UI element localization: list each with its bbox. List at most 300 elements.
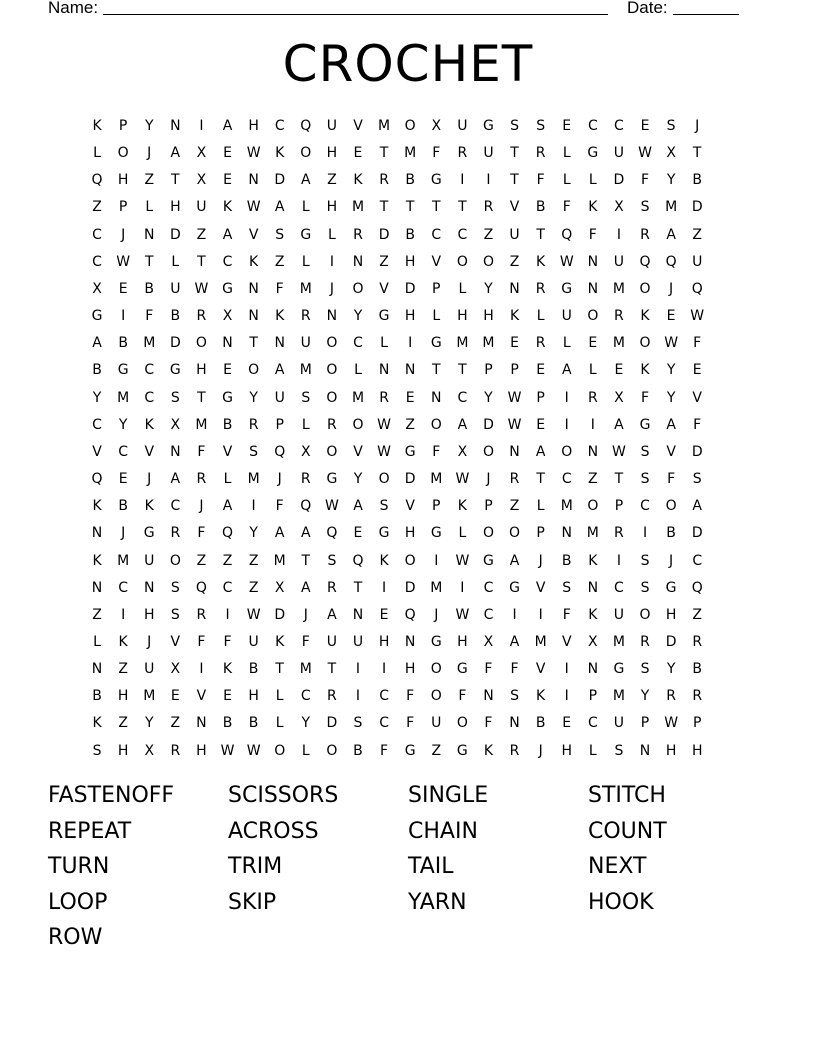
grid-letter[interactable]: O bbox=[482, 443, 494, 460]
grid-letter[interactable]: M bbox=[430, 579, 443, 596]
grid-letter[interactable]: E bbox=[562, 118, 572, 134]
grid-letter[interactable]: R bbox=[248, 416, 259, 433]
grid-letter[interactable]: T bbox=[379, 145, 389, 162]
grid-letter[interactable]: J bbox=[538, 552, 543, 569]
grid-letter[interactable]: X bbox=[457, 443, 468, 460]
grid-letter[interactable]: X bbox=[274, 579, 285, 596]
grid-letter[interactable]: V bbox=[509, 199, 520, 216]
grid-letter[interactable]: T bbox=[144, 253, 154, 270]
grid-letter[interactable]: B bbox=[222, 416, 233, 433]
grid-letter[interactable]: I bbox=[408, 335, 413, 352]
grid-letter[interactable]: N bbox=[587, 253, 599, 270]
grid-letter[interactable]: U bbox=[613, 606, 625, 623]
grid-letter[interactable]: O bbox=[430, 661, 442, 678]
grid-letter[interactable]: I bbox=[538, 606, 543, 623]
grid-letter[interactable]: W bbox=[377, 416, 391, 433]
grid-letter[interactable]: I bbox=[225, 606, 230, 623]
grid-letter[interactable]: B bbox=[248, 715, 259, 732]
grid-letter[interactable]: G bbox=[561, 280, 573, 297]
grid-letter[interactable]: C bbox=[274, 118, 285, 134]
grid-letter[interactable]: M bbox=[143, 335, 156, 352]
grid-letter[interactable]: K bbox=[275, 308, 285, 325]
grid-letter[interactable]: Q bbox=[195, 579, 207, 596]
grid-letter[interactable]: W bbox=[664, 715, 679, 732]
grid-letter[interactable]: Y bbox=[666, 389, 676, 406]
grid-letter[interactable]: T bbox=[458, 362, 467, 379]
grid-letter[interactable]: F bbox=[432, 145, 441, 162]
grid-letter[interactable]: D bbox=[274, 606, 286, 623]
grid-letter[interactable]: G bbox=[613, 661, 625, 678]
grid-letter[interactable]: Z bbox=[588, 471, 598, 488]
grid-letter[interactable]: V bbox=[222, 443, 233, 460]
grid-letter[interactable]: D bbox=[169, 335, 181, 352]
grid-letter[interactable]: M bbox=[195, 416, 208, 433]
grid-letter[interactable]: J bbox=[147, 145, 152, 162]
grid-letter[interactable]: R bbox=[300, 471, 311, 488]
grid-letter[interactable]: R bbox=[640, 633, 650, 650]
grid-letter[interactable]: K bbox=[457, 498, 467, 515]
grid-letter[interactable]: L bbox=[562, 145, 571, 162]
grid-letter[interactable]: D bbox=[404, 280, 416, 297]
grid-letter[interactable]: K bbox=[118, 633, 128, 650]
grid-letter[interactable]: L bbox=[380, 335, 388, 352]
grid-letter[interactable]: J bbox=[303, 606, 308, 623]
grid-letter[interactable]: N bbox=[509, 443, 520, 460]
grid-letter[interactable]: O bbox=[587, 308, 599, 325]
grid-letter[interactable]: Q bbox=[691, 280, 703, 297]
grid-letter[interactable]: Y bbox=[666, 172, 676, 189]
grid-letter[interactable]: O bbox=[404, 118, 416, 134]
grid-letter[interactable]: X bbox=[170, 661, 181, 678]
grid-letter[interactable]: M bbox=[404, 145, 417, 162]
grid-letter[interactable]: L bbox=[588, 742, 597, 759]
grid-letter[interactable]: M bbox=[117, 389, 130, 406]
grid-letter[interactable]: U bbox=[352, 633, 364, 650]
grid-letter[interactable]: Z bbox=[509, 253, 520, 270]
grid-letter[interactable]: C bbox=[353, 335, 363, 352]
grid-letter[interactable]: E bbox=[666, 308, 676, 325]
grid-letter[interactable]: I bbox=[199, 661, 204, 678]
grid-letter[interactable]: D bbox=[274, 172, 286, 189]
grid-letter[interactable]: K bbox=[222, 661, 233, 678]
grid-letter[interactable]: N bbox=[248, 172, 259, 189]
grid-letter[interactable]: R bbox=[170, 525, 181, 542]
grid-letter[interactable]: O bbox=[274, 742, 286, 759]
grid-letter[interactable]: H bbox=[196, 742, 207, 759]
grid-letter[interactable]: Y bbox=[666, 661, 676, 678]
grid-letter[interactable]: G bbox=[222, 280, 233, 297]
grid-letter[interactable]: I bbox=[616, 226, 621, 243]
grid-letter[interactable]: D bbox=[691, 525, 703, 542]
grid-letter[interactable]: O bbox=[326, 335, 338, 352]
grid-letter[interactable]: Q bbox=[352, 552, 364, 569]
grid-letter[interactable]: N bbox=[404, 633, 416, 650]
grid-letter[interactable]: Q bbox=[91, 172, 103, 189]
grid-letter[interactable]: Y bbox=[249, 389, 258, 406]
grid-letter[interactable]: U bbox=[613, 715, 625, 732]
grid-letter[interactable]: L bbox=[432, 308, 441, 325]
grid-letter[interactable]: Z bbox=[196, 226, 207, 243]
grid-letter[interactable]: R bbox=[196, 606, 207, 623]
grid-letter[interactable]: R bbox=[196, 471, 207, 488]
grid-letter[interactable]: Z bbox=[92, 606, 102, 623]
grid-letter[interactable]: D bbox=[665, 633, 677, 650]
grid-letter[interactable]: W bbox=[664, 335, 679, 352]
grid-letter[interactable]: J bbox=[147, 633, 152, 650]
grid-letter[interactable]: X bbox=[614, 389, 624, 406]
grid-letter[interactable]: Z bbox=[509, 498, 520, 515]
grid-letter[interactable]: C bbox=[144, 389, 155, 406]
grid-letter[interactable]: E bbox=[353, 525, 363, 542]
grid-letter[interactable]: H bbox=[404, 308, 416, 325]
grid-letter[interactable]: B bbox=[692, 661, 702, 678]
grid-letter[interactable]: Z bbox=[431, 742, 442, 759]
grid-letter[interactable]: W bbox=[246, 145, 261, 162]
grid-letter[interactable]: W bbox=[246, 742, 261, 759]
grid-letter[interactable]: M bbox=[299, 362, 312, 379]
grid-letter[interactable]: A bbox=[170, 471, 181, 488]
grid-letter[interactable]: A bbox=[535, 443, 546, 460]
grid-letter[interactable]: J bbox=[199, 498, 204, 515]
grid-letter[interactable]: D bbox=[326, 715, 338, 732]
grid-letter[interactable]: C bbox=[300, 688, 311, 705]
grid-letter[interactable]: S bbox=[249, 443, 259, 460]
grid-letter[interactable]: C bbox=[561, 471, 572, 488]
grid-letter[interactable]: S bbox=[640, 199, 650, 216]
grid-letter[interactable]: X bbox=[196, 145, 207, 162]
grid-letter[interactable]: L bbox=[458, 525, 467, 542]
grid-letter[interactable]: Z bbox=[379, 253, 389, 270]
grid-letter[interactable]: K bbox=[144, 416, 154, 433]
grid-letter[interactable]: E bbox=[223, 145, 232, 162]
grid-letter[interactable]: A bbox=[457, 416, 468, 433]
grid-letter[interactable]: C bbox=[614, 579, 624, 596]
grid-letter[interactable]: V bbox=[405, 498, 415, 515]
grid-letter[interactable]: C bbox=[118, 443, 129, 460]
grid-letter[interactable]: K bbox=[275, 145, 285, 162]
grid-letter[interactable]: P bbox=[118, 199, 128, 216]
grid-letter[interactable]: L bbox=[536, 308, 545, 325]
grid-letter[interactable]: O bbox=[456, 253, 468, 270]
grid-letter[interactable]: I bbox=[382, 579, 387, 596]
grid-letter[interactable]: R bbox=[587, 389, 598, 406]
grid-letter[interactable]: B bbox=[144, 280, 155, 297]
grid-letter[interactable]: Z bbox=[692, 226, 702, 243]
grid-letter[interactable]: V bbox=[353, 443, 363, 460]
grid-letter[interactable]: B bbox=[692, 172, 702, 189]
grid-letter[interactable]: O bbox=[326, 362, 338, 379]
grid-letter[interactable]: R bbox=[614, 525, 624, 542]
grid-letter[interactable]: K bbox=[222, 199, 233, 216]
grid-letter[interactable]: S bbox=[379, 498, 389, 515]
grid-letter[interactable]: E bbox=[562, 715, 572, 732]
grid-letter[interactable]: H bbox=[691, 742, 703, 759]
grid-letter[interactable]: B bbox=[92, 688, 102, 705]
grid-letter[interactable]: S bbox=[510, 688, 519, 705]
grid-letter[interactable]: O bbox=[456, 715, 468, 732]
grid-letter[interactable]: N bbox=[483, 688, 494, 705]
grid-letter[interactable]: O bbox=[561, 443, 573, 460]
grid-letter[interactable]: G bbox=[430, 525, 442, 542]
grid-letter[interactable]: P bbox=[640, 715, 650, 732]
grid-letter[interactable]: F bbox=[223, 633, 232, 650]
grid-letter[interactable]: J bbox=[121, 525, 126, 542]
grid-letter[interactable]: Y bbox=[144, 715, 154, 732]
grid-letter[interactable]: R bbox=[300, 308, 311, 325]
grid-letter[interactable]: B bbox=[535, 715, 546, 732]
grid-letter[interactable]: P bbox=[692, 715, 702, 732]
grid-letter[interactable]: V bbox=[144, 443, 155, 460]
grid-letter[interactable]: M bbox=[143, 688, 156, 705]
grid-letter[interactable]: U bbox=[561, 308, 572, 325]
grid-letter[interactable]: K bbox=[509, 308, 520, 325]
grid-letter[interactable]: R bbox=[457, 145, 468, 162]
grid-letter[interactable]: N bbox=[352, 253, 364, 270]
grid-letter[interactable]: G bbox=[430, 335, 442, 352]
grid-letter[interactable]: B bbox=[92, 362, 102, 379]
grid-letter[interactable]: E bbox=[692, 362, 702, 379]
grid-letter[interactable]: T bbox=[379, 199, 389, 216]
grid-letter[interactable]: C bbox=[379, 688, 389, 705]
grid-letter[interactable]: K bbox=[275, 633, 285, 650]
grid-letter[interactable]: N bbox=[91, 579, 103, 596]
grid-letter[interactable]: P bbox=[432, 280, 441, 297]
grid-letter[interactable]: A bbox=[274, 525, 285, 542]
grid-letter[interactable]: H bbox=[326, 199, 338, 216]
grid-letter[interactable]: M bbox=[612, 633, 625, 650]
grid-letter[interactable]: S bbox=[510, 118, 519, 134]
grid-letter[interactable]: L bbox=[275, 715, 284, 732]
grid-letter[interactable]: E bbox=[379, 606, 389, 623]
grid-letter[interactable]: C bbox=[379, 715, 389, 732]
grid-letter[interactable]: P bbox=[588, 688, 598, 705]
grid-letter[interactable]: F bbox=[380, 742, 389, 759]
grid-letter[interactable]: R bbox=[379, 389, 389, 406]
grid-letter[interactable]: N bbox=[222, 335, 233, 352]
grid-letter[interactable]: J bbox=[277, 471, 282, 488]
grid-letter[interactable]: H bbox=[404, 525, 416, 542]
grid-letter[interactable]: A bbox=[561, 362, 572, 379]
grid-letter[interactable]: V bbox=[692, 389, 702, 406]
grid-letter[interactable]: J bbox=[669, 280, 674, 297]
grid-letter[interactable]: N bbox=[248, 280, 259, 297]
grid-letter[interactable]: N bbox=[248, 308, 259, 325]
grid-letter[interactable]: S bbox=[170, 579, 180, 596]
grid-letter[interactable]: Q bbox=[639, 253, 651, 270]
grid-letter[interactable]: X bbox=[431, 118, 442, 134]
grid-letter[interactable]: R bbox=[509, 471, 520, 488]
grid-letter[interactable]: B bbox=[222, 715, 233, 732]
grid-letter[interactable]: K bbox=[92, 118, 102, 134]
grid-letter[interactable]: B bbox=[170, 308, 181, 325]
grid-letter[interactable]: A bbox=[222, 118, 233, 134]
grid-letter[interactable]: B bbox=[353, 742, 363, 759]
grid-letter[interactable]: Y bbox=[640, 688, 650, 705]
grid-letter[interactable]: R bbox=[327, 688, 337, 705]
grid-letter[interactable]: R bbox=[483, 199, 494, 216]
grid-letter[interactable]: S bbox=[640, 443, 650, 460]
grid-letter[interactable]: J bbox=[434, 606, 439, 623]
grid-letter[interactable]: A bbox=[301, 172, 311, 189]
grid-letter[interactable]: F bbox=[588, 226, 597, 243]
grid-letter[interactable]: N bbox=[639, 742, 651, 759]
grid-letter[interactable]: Z bbox=[118, 715, 128, 732]
grid-letter[interactable]: Z bbox=[274, 253, 285, 270]
grid-letter[interactable]: O bbox=[352, 416, 364, 433]
grid-letter[interactable]: O bbox=[509, 525, 521, 542]
grid-letter[interactable]: Q bbox=[691, 579, 703, 596]
grid-letter[interactable]: N bbox=[431, 389, 442, 406]
grid-letter[interactable]: H bbox=[143, 606, 155, 623]
grid-letter[interactable]: Q bbox=[91, 471, 103, 488]
grid-letter[interactable]: C bbox=[170, 498, 181, 515]
grid-letter[interactable]: O bbox=[639, 280, 651, 297]
grid-letter[interactable]: W bbox=[220, 742, 235, 759]
grid-letter[interactable]: C bbox=[483, 579, 494, 596]
grid-letter[interactable]: Q bbox=[300, 498, 312, 515]
grid-letter[interactable]: A bbox=[509, 633, 520, 650]
grid-letter[interactable]: M bbox=[430, 471, 443, 488]
grid-letter[interactable]: O bbox=[326, 443, 338, 460]
grid-letter[interactable]: W bbox=[194, 280, 209, 297]
grid-letter[interactable]: H bbox=[665, 606, 677, 623]
grid-letter[interactable]: H bbox=[483, 308, 494, 325]
grid-letter[interactable]: E bbox=[640, 118, 650, 134]
grid-letter[interactable]: U bbox=[613, 253, 625, 270]
grid-letter[interactable]: C bbox=[431, 226, 442, 243]
grid-letter[interactable]: M bbox=[117, 552, 130, 569]
grid-letter[interactable]: E bbox=[405, 389, 415, 406]
grid-letter[interactable]: W bbox=[638, 145, 652, 162]
grid-letter[interactable]: S bbox=[275, 226, 285, 243]
grid-letter[interactable]: J bbox=[538, 742, 543, 759]
name-blank-line[interactable] bbox=[103, 14, 608, 15]
grid-letter[interactable]: I bbox=[355, 661, 361, 678]
grid-letter[interactable]: O bbox=[665, 498, 677, 515]
grid-letter[interactable]: H bbox=[404, 661, 416, 678]
grid-letter[interactable]: L bbox=[588, 362, 597, 379]
grid-letter[interactable]: C bbox=[457, 226, 468, 243]
grid-letter[interactable]: M bbox=[273, 552, 286, 569]
grid-letter[interactable]: X bbox=[170, 416, 181, 433]
grid-letter[interactable]: L bbox=[301, 253, 310, 270]
grid-letter[interactable]: F bbox=[197, 525, 206, 542]
grid-letter[interactable]: D bbox=[483, 416, 494, 433]
grid-letter[interactable]: X bbox=[144, 742, 155, 759]
grid-letter[interactable]: B bbox=[248, 661, 259, 678]
grid-letter[interactable]: M bbox=[378, 118, 391, 134]
grid-letter[interactable]: G bbox=[117, 362, 129, 379]
grid-letter[interactable]: K bbox=[588, 199, 598, 216]
grid-letter[interactable]: O bbox=[326, 389, 338, 406]
grid-letter[interactable]: L bbox=[327, 226, 336, 243]
grid-letter[interactable]: N bbox=[274, 335, 285, 352]
grid-letter[interactable]: G bbox=[326, 471, 338, 488]
grid-letter[interactable]: H bbox=[665, 742, 677, 759]
grid-letter[interactable]: C bbox=[587, 715, 598, 732]
grid-letter[interactable]: M bbox=[482, 335, 495, 352]
grid-letter[interactable]: F bbox=[484, 715, 493, 732]
grid-letter[interactable]: L bbox=[588, 172, 597, 189]
grid-letter[interactable]: F bbox=[197, 633, 206, 650]
grid-letter[interactable]: V bbox=[666, 443, 676, 460]
grid-letter[interactable]: U bbox=[300, 335, 311, 352]
grid-letter[interactable]: L bbox=[562, 172, 571, 189]
grid-letter[interactable]: R bbox=[614, 308, 624, 325]
grid-letter[interactable]: N bbox=[587, 443, 599, 460]
grid-letter[interactable]: C bbox=[118, 579, 129, 596]
grid-letter[interactable]: N bbox=[561, 525, 572, 542]
grid-letter[interactable]: Y bbox=[353, 471, 363, 488]
grid-letter[interactable]: G bbox=[587, 145, 599, 162]
grid-letter[interactable]: N bbox=[326, 308, 338, 325]
grid-letter[interactable]: W bbox=[507, 416, 522, 433]
grid-letter[interactable]: M bbox=[351, 389, 365, 406]
grid-letter[interactable]: O bbox=[587, 498, 599, 515]
grid-letter[interactable]: I bbox=[121, 606, 126, 623]
grid-letter[interactable]: G bbox=[509, 579, 520, 596]
grid-letter[interactable]: E bbox=[588, 335, 598, 352]
grid-letter[interactable]: T bbox=[431, 199, 441, 216]
grid-letter[interactable]: N bbox=[143, 226, 155, 243]
grid-letter[interactable]: E bbox=[118, 280, 128, 297]
grid-letter[interactable]: C bbox=[222, 253, 233, 270]
grid-letter[interactable]: I bbox=[564, 389, 569, 406]
grid-letter[interactable]: V bbox=[379, 280, 389, 297]
grid-letter[interactable]: C bbox=[483, 606, 494, 623]
grid-letter[interactable]: O bbox=[117, 145, 129, 162]
grid-letter[interactable]: X bbox=[196, 172, 207, 189]
grid-letter[interactable]: N bbox=[352, 606, 364, 623]
grid-letter[interactable]: S bbox=[640, 552, 650, 569]
grid-letter[interactable]: W bbox=[377, 443, 391, 460]
date-blank-line[interactable] bbox=[673, 14, 739, 15]
grid-letter[interactable]: Z bbox=[405, 416, 415, 433]
grid-letter[interactable]: A bbox=[614, 416, 624, 433]
grid-letter[interactable]: F bbox=[301, 633, 310, 650]
grid-letter[interactable]: E bbox=[536, 362, 546, 379]
grid-letter[interactable]: H bbox=[117, 172, 129, 189]
grid-letter[interactable]: A bbox=[301, 525, 311, 542]
grid-letter[interactable]: T bbox=[536, 226, 545, 243]
grid-letter[interactable]: A bbox=[170, 145, 181, 162]
grid-letter[interactable]: S bbox=[170, 389, 180, 406]
grid-letter[interactable]: G bbox=[222, 389, 233, 406]
grid-letter[interactable]: Z bbox=[483, 226, 494, 243]
grid-letter[interactable]: J bbox=[147, 471, 152, 488]
grid-letter[interactable]: M bbox=[299, 661, 312, 678]
grid-letter[interactable]: T bbox=[301, 552, 311, 569]
grid-letter[interactable]: G bbox=[483, 118, 494, 134]
grid-letter[interactable]: K bbox=[92, 552, 102, 569]
grid-letter[interactable]: Y bbox=[118, 416, 128, 433]
grid-letter[interactable]: C bbox=[614, 118, 624, 134]
grid-letter[interactable]: T bbox=[327, 661, 337, 678]
grid-letter[interactable]: I bbox=[121, 308, 126, 325]
grid-letter[interactable]: F bbox=[667, 471, 676, 488]
grid-letter[interactable]: I bbox=[590, 416, 595, 433]
grid-letter[interactable]: R bbox=[640, 226, 650, 243]
grid-letter[interactable]: Q bbox=[665, 253, 677, 270]
grid-letter[interactable]: K bbox=[640, 362, 650, 379]
grid-letter[interactable]: N bbox=[587, 661, 599, 678]
grid-letter[interactable]: J bbox=[669, 552, 674, 569]
grid-letter[interactable]: D bbox=[404, 471, 416, 488]
grid-letter[interactable]: W bbox=[455, 471, 470, 488]
grid-letter[interactable]: R bbox=[327, 579, 337, 596]
grid-letter[interactable]: I bbox=[642, 525, 648, 542]
grid-letter[interactable]: O bbox=[326, 742, 338, 759]
